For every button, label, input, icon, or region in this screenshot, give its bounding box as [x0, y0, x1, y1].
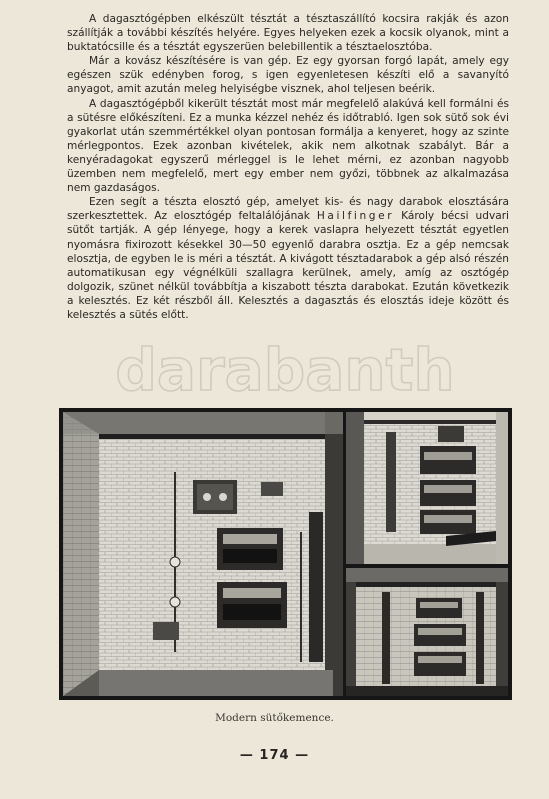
photo-oven-side	[346, 412, 508, 564]
paragraph-1: A dagasztógépben elkészült tésztát a tésztaszállító kocsira rakják és azon szállítják a további készítés helyére. Egyes helyeken ezek a kocsik olyanok, mint a buktatócsille és a tésztát egyszerüen belebillentik a tésztaelosztóba.	[67, 13, 509, 54]
oven-front-image	[63, 412, 343, 696]
photo-oven-bakery	[346, 568, 508, 696]
page-number: — 174 —	[239, 748, 310, 763]
paragraph-4-end: Károly bécsi udvari sütőt tartják. A gép lényege, hogy a kerek vaslapra helyezett tésztát egyetlen nyomásra fixirozott késekkel 30—50 egyenlő darabra osztja. Ez a gép nemcsak elosztja, de egyben le is méri a tésztát. A kivágott tésztadarabok a gép alsó részén automatikusan egy végnélküli szallagra kerülnek, amely, amíg az osztógép dolgozik, szünet nélkül továbbítja a kiszabott tészta darabokat. Ezután következik a kelesztés. Ez két részből áll. Kelesztés a dagasztás és elosztás ideje között és kelesztés a sütés előtt.	[67, 210, 510, 321]
figure-caption: Modern sütőkemence.	[215, 712, 334, 724]
watermark-text: darabanth	[115, 336, 455, 404]
photo-oven-front	[63, 412, 343, 696]
paragraph-2: Már a kovász készítésére is van gép. Ez egy gyorsan forgó lapát, amely egy egészen szük edényben forog, s igen egyenletesen készíti elő a savanyító anyagot, amit azután meleg helyiségbe visznek, ahol teljesen beérik.	[67, 55, 509, 96]
oven-bakery-image	[346, 568, 508, 696]
paragraph-3: A dagasztógépből kikerült tésztát most már megfelelő alakúvá kell formálni és a sütésre előkészíteni. Ez a munka kézzel nehéz és időtrabló. Igen sok sütő sok évi gyakorlat után szemmértékkel olyan pontosan formálja a kenyeret, hogy az szinte mérlegpontos. Ezek azonban kivételek, akik nem alkotnak szabályt. Bár a kenyéradagokat egyszerű mérleggel is le lehet mérni, ez azonban nagyobb üzemben nem megfelelő, mert egy ember nem győzi, többnek az alkalmazása nem gazdaságos.	[67, 97, 509, 195]
watermark-logo	[95, 336, 475, 406]
paragraph-4	[67, 195, 509, 322]
paragraph-4-start: Ezen segít a tészta elosztó gép, amelyet kis- és nagy darabok elosztására szerkesztettek. Az elosztógép feltalálójának	[67, 196, 509, 223]
inventor-name: Hailfinger	[316, 210, 395, 223]
figure-oven-photos	[59, 408, 512, 700]
body-text	[67, 12, 509, 322]
oven-side-image	[346, 412, 508, 564]
